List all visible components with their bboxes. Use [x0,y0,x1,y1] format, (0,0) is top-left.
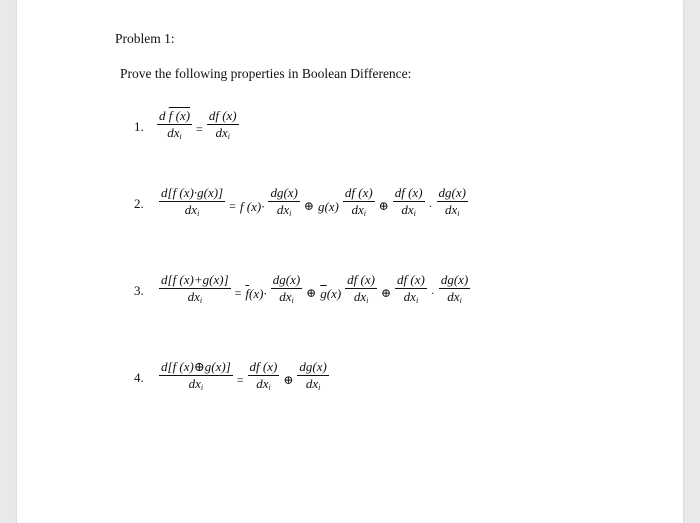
equation-3: $\frac{d[f (x)+g(x)]}{dx_i}$ = $\overline{f}(x)\cdot$ $\frac{dg(x)}{dx_i}$ ⊕ $\overline{g}(x)$ $\frac{df (x)}{dx_i}$ ⊕ $\frac{df (x)}{dx_i}$ · $\frac{dg(x)}{dx_i}$ [157,272,472,309]
eq2-lhs-fraction: $\frac{d[f (x)\cdot g(x)]}{dx_i}$ [161,185,224,218]
problem-intro: Prove the following properties in Boolean Difference: [120,66,412,81]
equation-4: $\frac{d[f (x)\oplus g(x)]}{dx_i}$ = $\frac{df (x)}{dx_i}$ ⊕ $\frac{dg(x)}{dx_i}$ [157,359,331,396]
document-page [17,0,683,523]
eq3-lhs-fraction: $\frac{d[f (x)+g(x)]}{dx_i}$ [161,272,229,305]
item-number-1: 1. [134,119,144,134]
equation-2: $\frac{d[f (x)\cdot g(x)]}{dx_i}$ = f (x)· $\frac{dg(x)}{dx_i}$ ⊕ g(x) $\frac{df (x)}{dx_i}$ ⊕ $\frac{df (x)}{dx_i}$ · $\frac{dg(x)}{dx_i}$ [157,185,470,222]
item-number-2: 2. [134,196,144,211]
item-number-4: 4. [134,370,144,385]
eq1-rhs-fraction: $\frac{df (x)}{dx_i}$ [208,108,237,141]
equation-1: $\frac{\text{d f (x)}}{dx_i}$ = $\frac{df (x)}{dx_i}$ [155,108,241,145]
item-number-3: 3. [134,283,144,298]
problem-heading: Problem 1: [115,31,175,46]
eq1-lhs-fraction: $\frac{\text{d f (x)}}{dx_i}$ [159,108,191,141]
eq4-lhs-fraction: $\frac{d[f (x)\oplus g(x)]}{dx_i}$ [161,359,231,392]
